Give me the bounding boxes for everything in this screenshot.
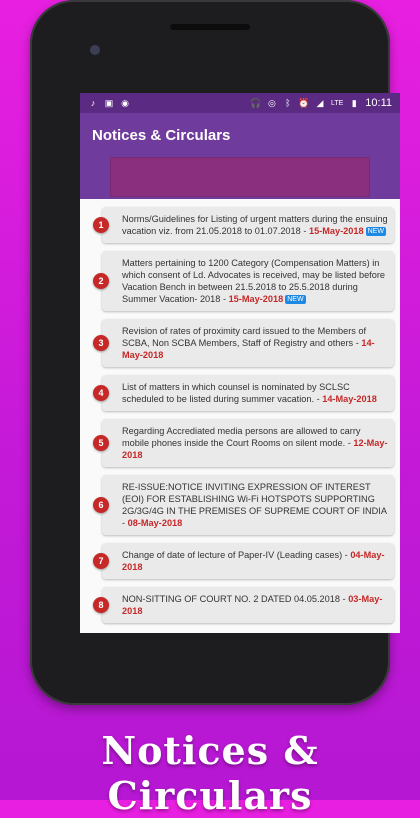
- clock: 10:11: [365, 97, 392, 109]
- notice-date: 15-May-2018: [308, 226, 364, 236]
- network-label: LTE: [330, 99, 344, 107]
- notice-text: Change of date of lecture of Paper-IV (Leading cases) -: [122, 550, 348, 560]
- notice-text: NON-SITTING OF COURT NO. 2 DATED 04.05.2018 -: [122, 594, 346, 604]
- banner-area: [80, 157, 400, 199]
- notice-text: Regarding Accrediated media persons are allowed to carry mobile phones inside the Court Rooms on silent mode. -: [122, 426, 361, 448]
- item-number-badge: 6: [93, 497, 109, 513]
- item-number-badge: 2: [93, 273, 109, 289]
- notice-text: List of matters in which counsel is nominated by SCLSC scheduled to be listed during summer vacation. -: [122, 382, 350, 404]
- bluetooth-icon: ᛒ: [285, 98, 291, 108]
- status-bar: [80, 93, 400, 113]
- notice-date: 14-May-2018: [322, 394, 377, 404]
- item-number-badge: 3: [93, 335, 109, 351]
- list-item[interactable]: [98, 251, 394, 311]
- notice-date: 15-May-2018: [228, 294, 284, 304]
- hotspot-icon: ◎: [268, 97, 276, 108]
- notice-text: RE-ISSUE:NOTICE INVITING EXPRESSION OF INTEREST (EOI) FOR ESTABLISHING Wi-Fi HOTSPOTS SUPPORTING 2G/3G/4G IN THE PREMISES OF SUPREME COURT OF INDIA -: [122, 482, 387, 528]
- list-item[interactable]: [98, 475, 394, 535]
- list-item[interactable]: [98, 207, 394, 243]
- battery-icon: ▮: [351, 97, 357, 108]
- new-badge: NEW: [367, 228, 384, 236]
- notice-date: 12-May-2018: [122, 438, 388, 460]
- notice-date: 14-May-2018: [122, 338, 375, 360]
- page-title: Notices & Circulars: [92, 126, 231, 144]
- notice-date: 03-May-2018: [122, 594, 383, 616]
- item-number-badge: 5: [93, 435, 109, 451]
- notice-text: Matters pertaining to 1200 Category (Compensation Matters) in which consent of Ld. Advocates is received, may be listed before Vacation Bench in between 21.5.2018 to 25.5.2018 during Summer Vacation- 2018 -: [122, 258, 386, 304]
- promo-title: Notices & Circulars: [101, 728, 319, 818]
- item-number-badge: 1: [93, 217, 109, 233]
- app-icon: ▣: [104, 97, 114, 108]
- list-item[interactable]: [98, 543, 394, 579]
- list-item[interactable]: [98, 419, 394, 467]
- ad-banner[interactable]: [110, 157, 370, 197]
- alarm-icon: ⏰: [298, 97, 310, 108]
- item-number-badge: 8: [93, 597, 109, 613]
- list-item[interactable]: [98, 587, 394, 623]
- headphones-icon: 🎧: [250, 97, 262, 108]
- signal-icon: ◢: [316, 97, 324, 108]
- notices-list[interactable]: [80, 199, 400, 633]
- music-icon: ♪: [90, 98, 96, 108]
- notice-text: Revision of rates of proximity card issued to the Members of SCBA, Non SCBA Members, Staff of Registry and others -: [122, 326, 367, 348]
- record-icon: ◉: [121, 97, 129, 108]
- front-camera: [90, 45, 100, 55]
- notice-date: 08-May-2018: [127, 518, 183, 528]
- item-number-badge: 7: [93, 553, 109, 569]
- item-number-badge: 4: [93, 385, 109, 401]
- phone-speaker: [170, 24, 250, 30]
- new-badge: NEW: [287, 296, 304, 304]
- notice-date: 04-May-2018: [122, 550, 385, 572]
- notice-text: Norms/Guidelines for Listing of urgent matters during the ensuing vacation viz. from 21.05.2018 to 01.07.2018 -: [122, 214, 388, 236]
- phone-frame: [30, 0, 390, 705]
- app-bar: [80, 113, 400, 157]
- list-item[interactable]: [98, 375, 394, 411]
- app-screen: [80, 93, 400, 633]
- list-item[interactable]: [98, 319, 394, 367]
